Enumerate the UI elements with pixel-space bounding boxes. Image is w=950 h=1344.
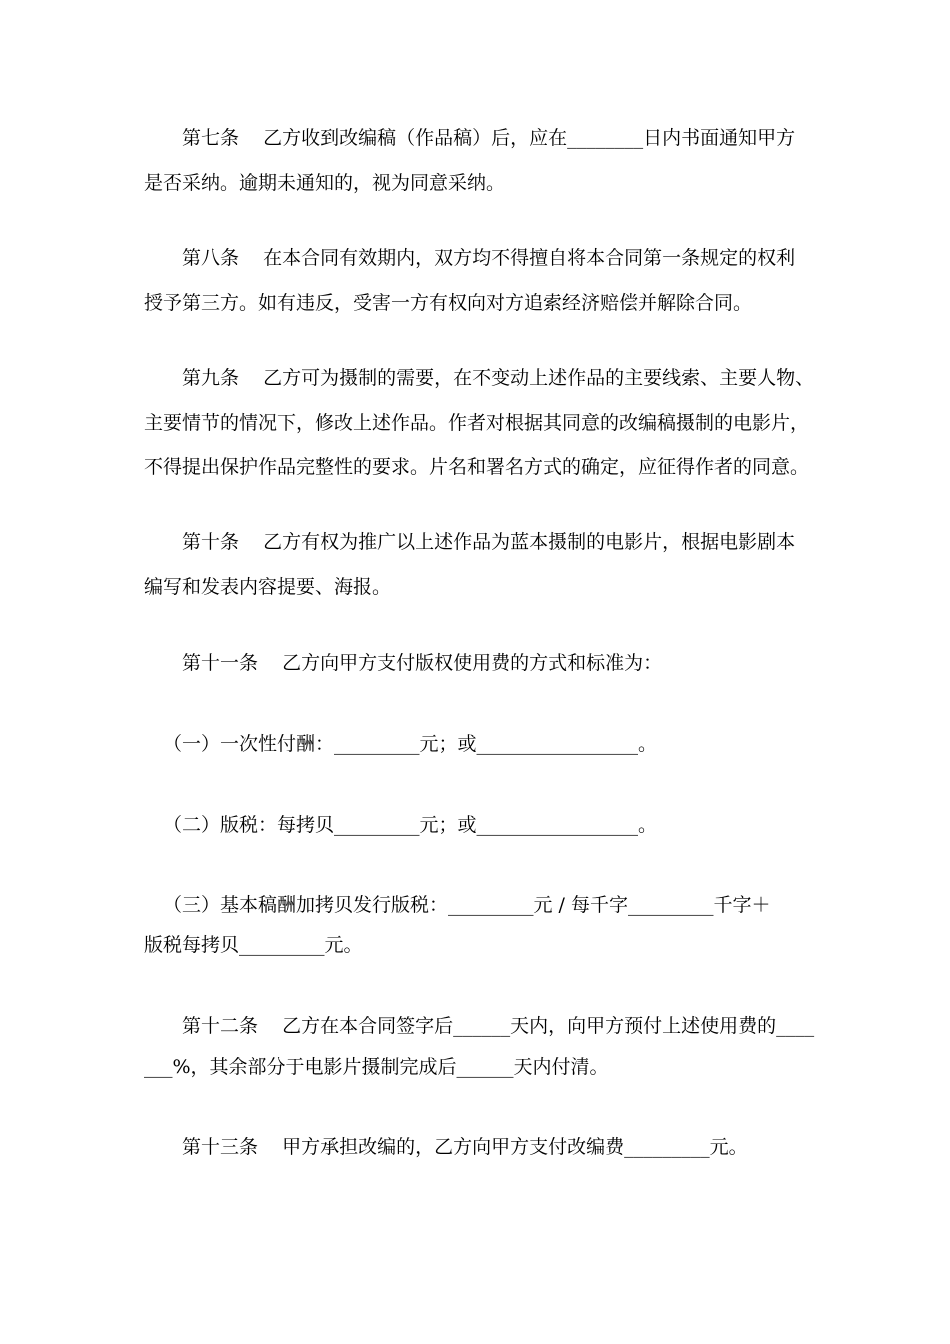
article-11-item-1: （一）一次性付酬：_________元；或_________________。: [163, 733, 658, 755]
article-9-line-1: 第九条 乙方可为摄制的需要，在不变动上述作品的主要线索、主要人物、: [182, 367, 815, 389]
article-8-line-2: 授予第三方。如有违反，受害一方有权向对方追索经济赔偿并解除合同。: [144, 292, 753, 314]
article-11-item-3-line-1: （三）基本稿酬加拷贝发行版税：_________元 / 每千字_________千字＋: [163, 894, 771, 916]
article-13-line-1: 第十三条 甲方承担改编的，乙方向甲方支付改编费_________元。: [182, 1136, 748, 1158]
article-8-line-1: 第八条 在本合同有效期内，双方均不得擅自将本合同第一条规定的权利: [182, 247, 796, 269]
article-9-line-2: 主要情节的情况下，修改上述作品。作者对根据其同意的改编稿摄制的电影片，: [144, 412, 810, 434]
article-10-line-2: 编写和发表内容提要、海报。: [144, 576, 392, 598]
article-12-line-1: 第十二条 乙方在本合同签字后______天内，向甲方预付上述使用费的____: [182, 1015, 815, 1037]
article-7-line-1: 第七条 乙方收到改编稿（作品稿）后，应在________日内书面通知甲方: [182, 127, 796, 149]
article-7-line-2: 是否采纳。逾期未通知的，视为同意采纳。: [144, 172, 506, 194]
article-9-line-3: 不得提出保护作品完整性的要求。片名和署名方式的确定，应征得作者的同意。: [144, 456, 810, 478]
article-12-line-2: ___%，其余部分于电影片摄制完成后______天内付清。: [144, 1056, 609, 1078]
article-11-item-2: （二）版税：每拷贝_________元；或_________________。: [163, 814, 658, 836]
article-11-line-1: 第十一条 乙方向甲方支付版权使用费的方式和标准为：: [182, 652, 663, 674]
article-11-item-3-line-2: 版税每拷贝_________元。: [144, 934, 363, 956]
article-10-line-1: 第十条 乙方有权为推广以上述作品为蓝本摄制的电影片，根据电影剧本: [182, 531, 796, 553]
